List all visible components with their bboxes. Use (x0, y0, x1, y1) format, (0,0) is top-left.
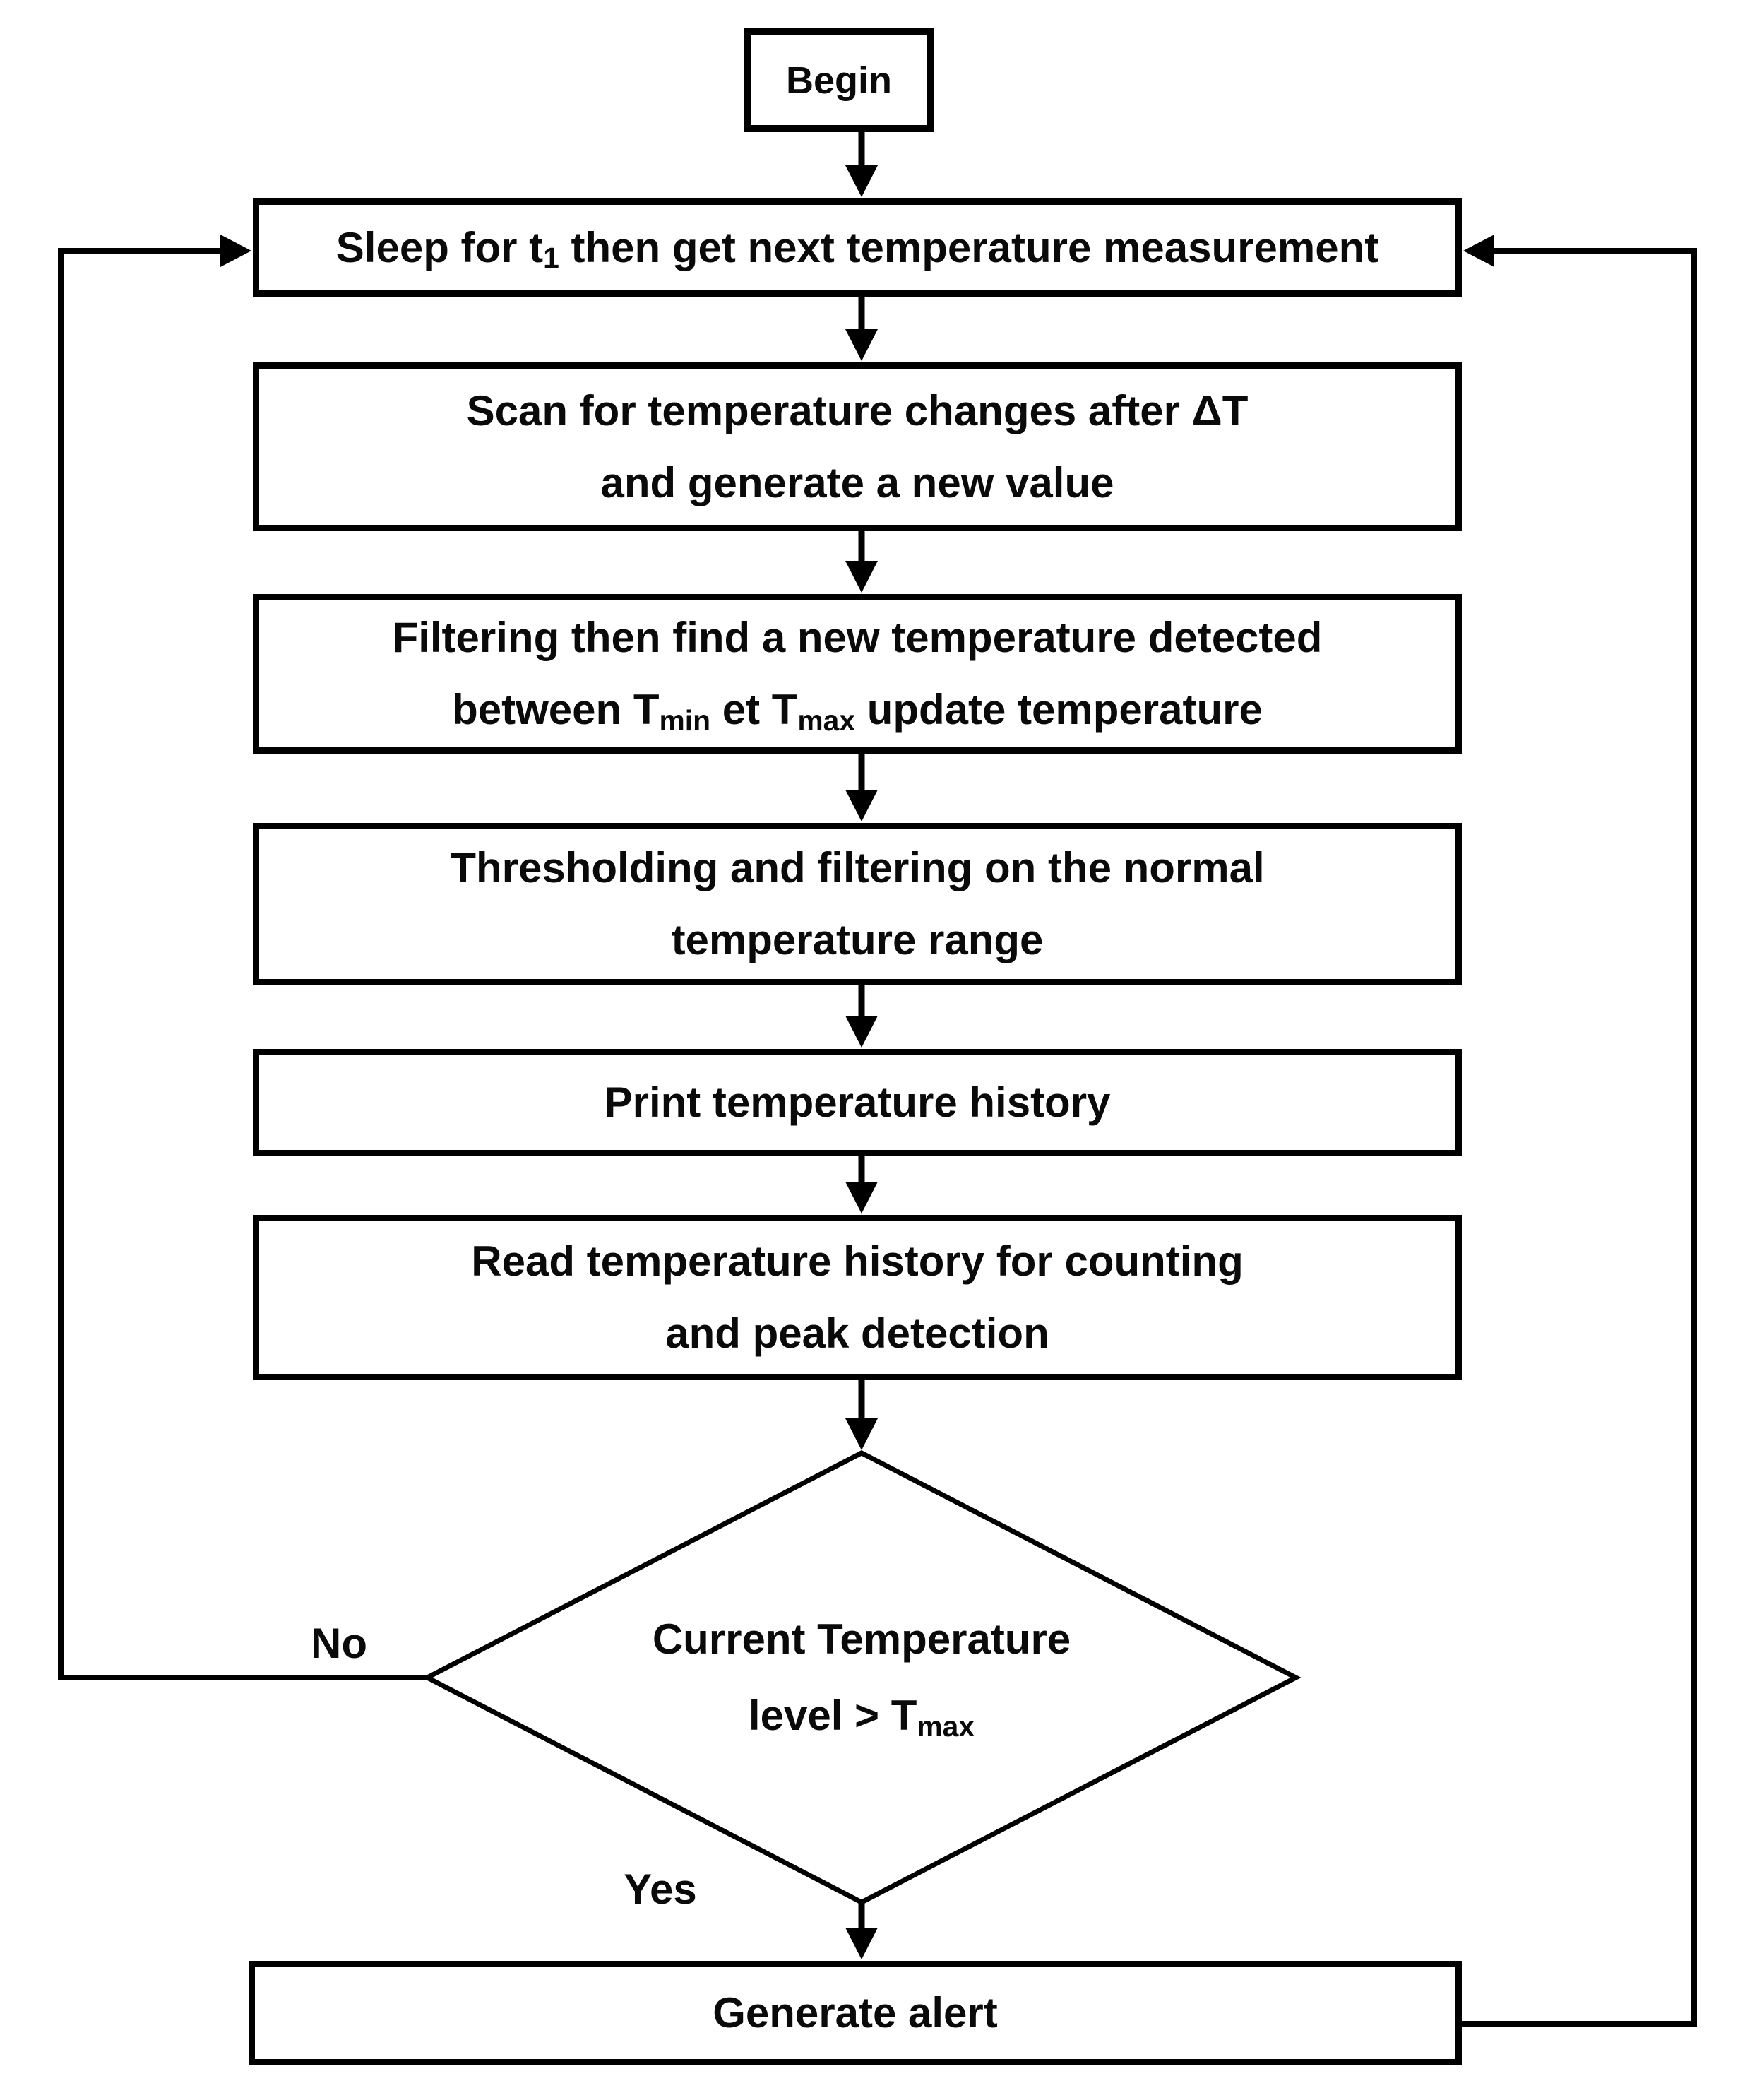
filter-label-line2: between $T_{min}$ et $T_{max}$ update temperature (452, 686, 1263, 737)
threshold-label-line1: Thresholding and filtering on the normal (450, 844, 1265, 891)
scan-label-line1: Scan for temperature changes after ΔT (466, 386, 1249, 434)
threshold-label-line2: temperature range (671, 916, 1044, 963)
arrowhead-decision-to-alert (845, 1928, 878, 1959)
sleep-subscript: 1 (543, 242, 559, 275)
tmax-subscript: max (797, 704, 856, 737)
filter-label-line1: Filtering then find a new temperature detected (392, 614, 1323, 661)
node-sleep (253, 198, 1462, 297)
arrowhead-threshold-to-print (845, 1016, 878, 1048)
node-print (253, 1049, 1462, 1156)
read-label-line2: and peak detection (665, 1310, 1049, 1357)
arrowhead-read-to-decision (845, 1418, 878, 1450)
read-label-line1: Read temperature history for counting (471, 1238, 1244, 1285)
print-label: Print temperature history (604, 1079, 1111, 1126)
alert-label: Generate alert (713, 1989, 998, 2036)
node-alert (249, 1961, 1462, 2065)
sleep-label: Sleep for $t_1$ then get next temperature measurement (335, 223, 1379, 275)
begin-label: Begin (785, 59, 892, 102)
arrowhead-no-branch (220, 235, 251, 267)
node-threshold (253, 823, 1462, 985)
node-scan (253, 362, 1462, 531)
arrowhead-alert-return (1463, 235, 1494, 267)
arrowhead-print-to-read (845, 1182, 878, 1214)
node-read (253, 1215, 1462, 1380)
decision-label-line2: level > $T_{max}$ (748, 1692, 975, 1743)
arrowhead-filter-to-threshold (845, 790, 878, 821)
decision-label-line1: Current Temperature (652, 1615, 1071, 1663)
scan-label-line2: and generate a new value (600, 458, 1114, 506)
label-yes: Yes (624, 1865, 697, 1913)
label-no: No (311, 1620, 367, 1667)
alert-return-line (1462, 251, 1694, 2024)
arrowhead-sleep-to-scan (845, 329, 878, 361)
arrowhead-scan-to-filter (845, 561, 878, 593)
node-filter (253, 594, 1462, 754)
arrowhead-begin-to-sleep (845, 165, 878, 197)
decision-tmax-subscript: max (917, 1709, 975, 1743)
decision-label (494, 1582, 1229, 1773)
node-begin (744, 28, 934, 132)
tmin-subscript: min (659, 704, 711, 737)
